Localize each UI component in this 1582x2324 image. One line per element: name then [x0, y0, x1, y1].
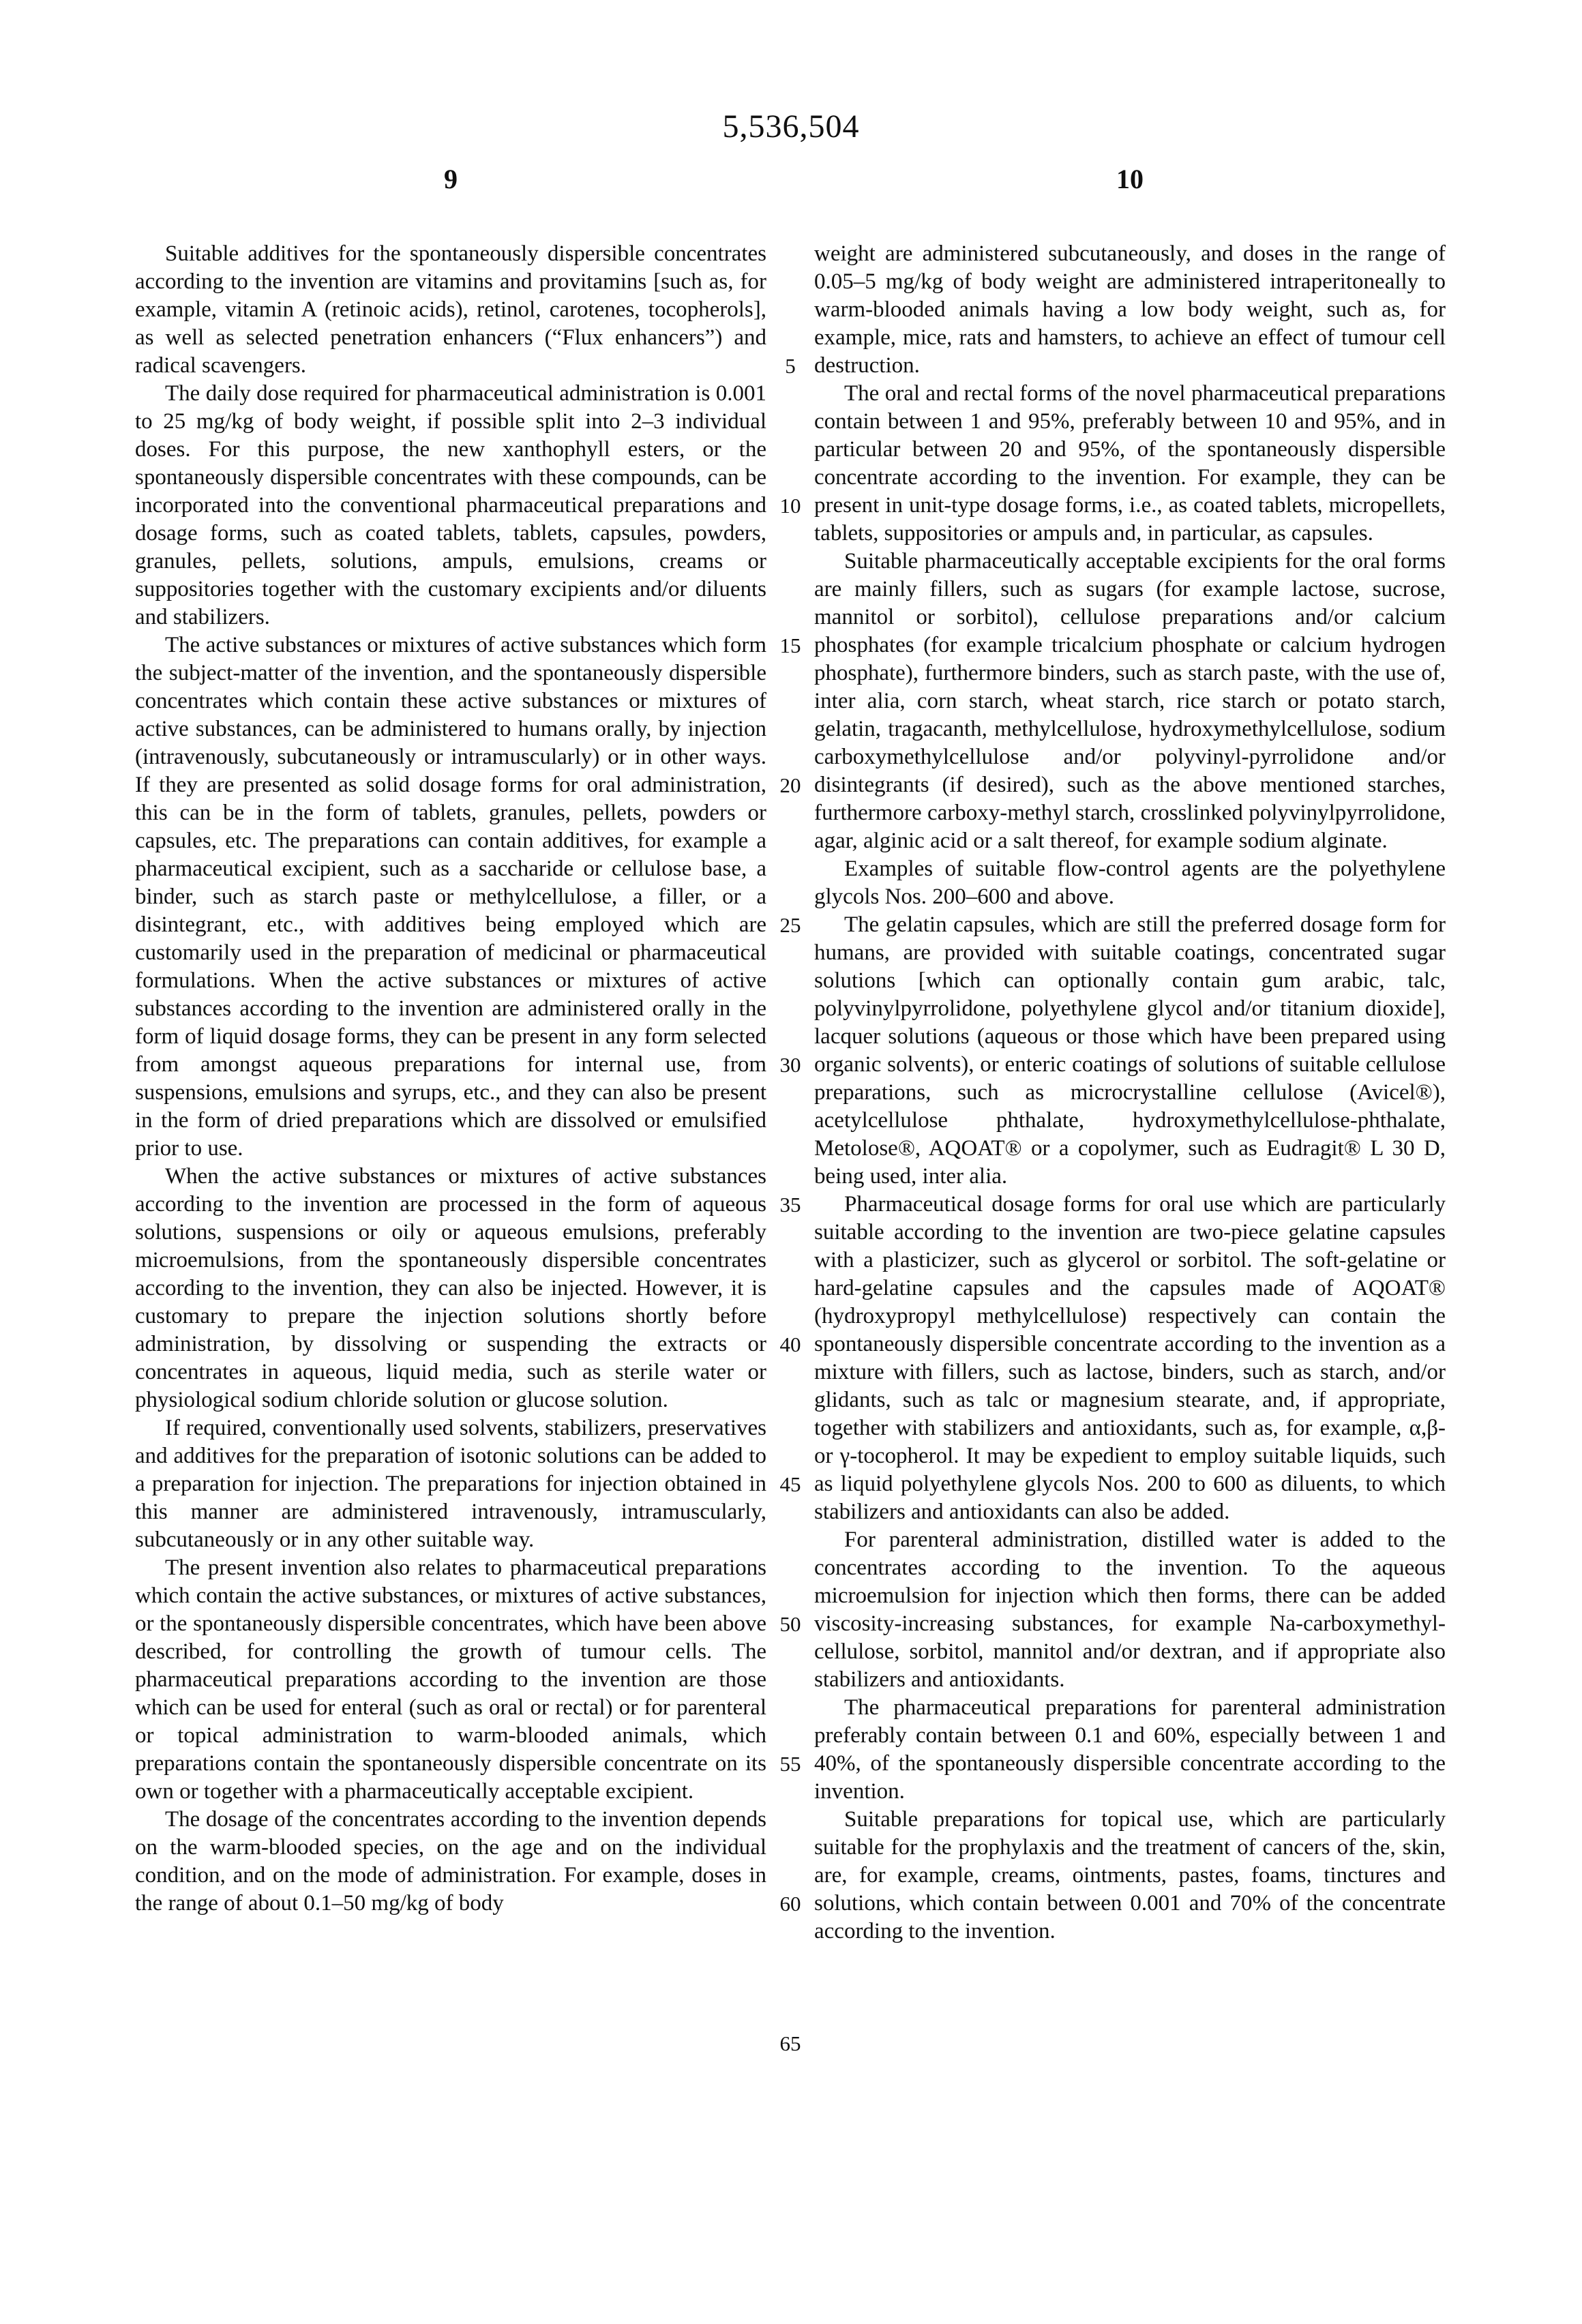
line-number-25: 25	[779, 913, 801, 937]
page-header	[0, 108, 1582, 146]
col9-paragraph-4: When the active substances or mixtures of active substances according to the invention are processed in the form of aqueous solutions, suspensions or oily or aqueous emulsions, preferably microemulsions, from the spontaneously dispersible concentrates according to the invention, they can also be injected. However, it is customary to prepare the injection solutions shortly before administration, by dissolving or suspending the extracts or concentrates in aqueous, liquid media, such as sterile water or physiological sodium chloride solution or glucose solution.	[135, 1164, 766, 1412]
line-number-50: 50	[779, 1612, 801, 1636]
col10-paragraph-7: For parenteral administration, distilled water is added to the concentrates according to the invention. To the aqueous microemulsion for injection which then forms, there can be added viscosity-increasing substances, for example Na-carboxymethyl-cellulose, sorbitol, mannitol and/or dextran, and if appropriate also stabilizers and antioxidants.	[814, 1528, 1446, 1692]
column-9-text	[135, 240, 766, 1918]
two-column-body	[0, 164, 1582, 2055]
col10-paragraph-9: Suitable preparations for topical use, which are particularly suitable for the prophylaxis and the treatment of cancers of the, skin, are, for example, creams, ointments, pastes, foams, tinctures and solutions, which contain between 0.001 and 70% of the concentrate according to the invention.	[814, 1807, 1446, 1943]
col9-paragraph-5: If required, conventionally used solvents, stabilizers, preservatives and additives for the preparation of isotonic solutions can be added to a preparation for injection. The preparations for injection obtained in this manner are administered intravenously, intramuscularly, subcutaneously or in any other suitable way.	[135, 1416, 766, 1552]
line-number-55: 55	[779, 1752, 801, 1776]
col10-paragraph-6: Pharmaceutical dosage forms for oral use which are particularly suitable according to the invention are two-piece gelatine capsules with a plasticizer, such as glycerol or sorbitol. The soft-gelatine or hard-gelatine capsules and the capsules made of AQOAT® (hydroxypropyl methylcellulose) respectively can contain the spontaneously dispersible concentrate according to the invention as a mixture with fillers, such as lactose, binders, such as starch, and/or glidants, such as talc or magnesium stearate, and, if appropriate, together with stabilizers and antioxidants, such as, for example, α,β- or γ-tocopherol. It may be expedient to employ suitable liquids, such as liquid polyethylene glycols Nos. 200 to 600 as diluents, to which stabilizers and antioxidants can also be added.	[814, 1192, 1446, 1524]
column-10-text	[814, 240, 1446, 1946]
line-number-5: 5	[785, 354, 796, 378]
col9-paragraph-1: Suitable additives for the spontaneously dispersible concentrates according to the invention are vitamins and provitamins [such as, for example, vitamin A (retinoic acids), retinol, carotenes, tocopherols], as well as selected penetration enhancers (“Flux enhancers”) and radical scavengers.	[135, 241, 766, 378]
line-number-45: 45	[779, 1472, 801, 1496]
line-number-gutter	[766, 164, 814, 2055]
line-number-40: 40	[779, 1332, 801, 1356]
line-number-65: 65	[779, 2031, 801, 2055]
line-number-15: 15	[779, 634, 801, 657]
line-number-30: 30	[779, 1053, 801, 1077]
line-number-60: 60	[779, 1892, 801, 1916]
col10-paragraph-3: Suitable pharmaceutically acceptable excipients for the oral forms are mainly fillers, such as sugars (for example lactose, sucrose, mannitol or sorbitol), cellulose preparations and/or calcium phosphates (for example tricalcium phosphate or calcium hydrogen phosphate), furthermore binders, such as starch paste, with the use of, inter alia, corn starch, wheat starch, rice starch or potato starch, gelatin, tragacanth, methylcellulose, hydroxymethylcellulose, sodium carboxymethylcellulose and/or polyvinyl-pyrrolidone and/or disintegrants (if desired), such as the above mentioned starches, furthermore carboxy-methyl starch, crosslinked polyvinylpyrrolidone, agar, alginic acid or a salt thereof, for example sodium alginate.	[814, 549, 1446, 853]
line-number-35: 35	[779, 1193, 801, 1217]
col10-paragraph-4: Examples of suitable flow-control agents are the polyethylene glycols Nos. 200–600 and above.	[814, 856, 1446, 909]
col9-paragraph-3: The active substances or mixtures of active substances which form the subject-matter of the invention, and the spontaneously dispersible concentrates which contain these active substances or mixtures of active substances, can be administered to humans orally, by injection (intravenously, subcutaneously or intramuscularly) or in other ways. If they are presented as solid dosage forms for oral administration, this can be in the form of tablets, granules, pellets, powders or capsules, etc. The preparations can contain additives, for example a pharmaceutical excipient, such as a saccharide or cellulose base, a binder, such as starch paste or methylcellulose, a filler, or a disintegrant, etc., with additives being employed which are customarily used in the preparation of medicinal or pharmaceutical formulations. When the active substances or mixtures of active substances according to the invention are administered orally in the form of liquid dosage forms, they can be present in any form selected from amongst aqueous preparations for internal use, from suspensions, emulsions and syrups, etc., and they can also be present in the form of dried preparations which are dissolved or emulsified prior to use.	[135, 633, 766, 1161]
col10-paragraph-8: The pharmaceutical preparations for parenteral administration preferably contain between 0.1 and 60%, especially between 1 and 40%, of the spontaneously dispersible concentrate according to the invention.	[814, 1695, 1446, 1804]
column-10-heading: 10	[1116, 164, 1144, 194]
patent-number: 5,536,504	[722, 108, 860, 145]
col10-paragraph-5: The gelatin capsules, which are still the preferred dosage form for humans, are provided with suitable coatings, concentrated sugar solutions [which can optionally contain gum arabic, talc, polyvinylpyrrolidone, polyethylene glycol and/or titanium dioxide], lacquer solutions (aqueous or those which have been prepared using organic solvents), or enteric coatings of solutions of suitable cellulose preparations, such as microcrystalline cellulose (Avicel®), acetylcellulose phthalate, hydroxymethylcellulose-phthalate, Metolose®, AQOAT® or a copolymer, such as Eudragit® L 30 D, being used, inter alia.	[814, 912, 1446, 1189]
column-9-heading: 9	[444, 164, 458, 194]
col10-paragraph-2: The oral and rectal forms of the novel pharmaceutical preparations contain between 1 and 95%, preferably between 10 and 95%, and in particular between 20 and 95%, of the spontaneously dispersible concentrate according to the invention. For example, they can be present in unit-type dosage forms, i.e., as coated tablets, micropellets, tablets, suppositories or ampuls and, in particular, as capsules.	[814, 381, 1446, 546]
line-number-20: 20	[779, 773, 801, 797]
column-9	[135, 164, 766, 1946]
col10-paragraph-1: weight are administered subcutaneously, and doses in the range of 0.05–5 mg/kg of body weight are administered intraperitoneally to warm-blooded animals having a low body weight, such as, for example, mice, rats and hamsters, to achieve an effect of tumour cell destruction.	[814, 241, 1446, 378]
line-number-10: 10	[779, 494, 801, 518]
col9-paragraph-6: The present invention also relates to pharmaceutical preparations which contain the active substances, or mixtures of active substances, or the spontaneously dispersible concentrates, which have been above described, for controlling the growth of tumour cells. The pharmaceutical preparations according to the invention are those which can be used for enteral (such as oral or rectal) or for parenteral or topical administration to warm-blooded animals, which preparations contain the spontaneously dispersible concentrate on its own or together with a pharmaceutically acceptable excipient.	[135, 1555, 766, 1804]
column-10	[814, 164, 1446, 1946]
col9-paragraph-7: The dosage of the concentrates according to the invention depends on the warm-blooded species, on the age and on the individual condition, and on the mode of administration. For example, doses in the range of about 0.1–50 mg/kg of body	[135, 1807, 766, 1916]
col9-paragraph-2: The daily dose required for pharmaceutical administration is 0.001 to 25 mg/kg of body weight, if possible split into 2–3 individual doses. For this purpose, the new xanthophyll esters, or the spontaneously dispersible concentrates with these compounds, can be incorporated into the conventional pharmaceutical preparations and dosage forms, such as coated tablets, tablets, capsules, powders, granules, pellets, solutions, ampuls, emulsions, creams or suppositories together with the customary excipients and/or diluents and stabilizers.	[135, 381, 766, 629]
